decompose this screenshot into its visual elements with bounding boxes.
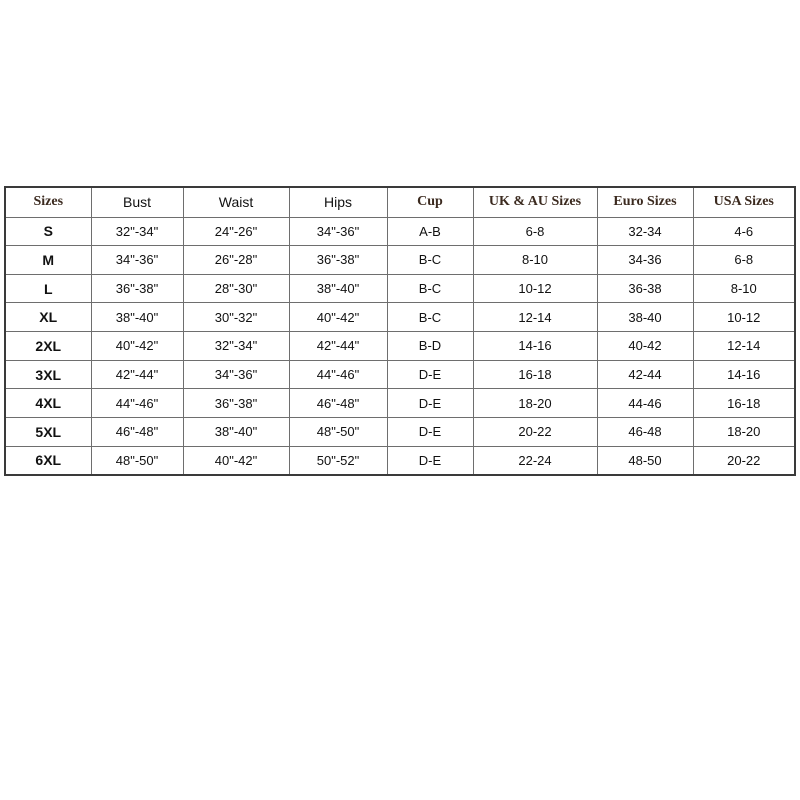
table-row <box>5 274 795 303</box>
cell-size: 3XL <box>5 360 91 389</box>
cell-waist: 40"-42" <box>183 446 289 475</box>
table-body <box>5 217 795 475</box>
cell-euro: 42-44 <box>597 360 693 389</box>
size-chart-table <box>4 186 796 476</box>
header-row <box>5 187 795 217</box>
cell-hips: 36"-38" <box>289 246 387 275</box>
cell-uk-au: 8-10 <box>473 246 597 275</box>
cell-cup: D-E <box>387 389 473 418</box>
cell-usa: 20-22 <box>693 446 795 475</box>
cell-cup: B-C <box>387 303 473 332</box>
cell-cup: B-C <box>387 246 473 275</box>
table-row <box>5 418 795 447</box>
cell-waist: 32"-34" <box>183 332 289 361</box>
table-row <box>5 389 795 418</box>
cell-euro: 48-50 <box>597 446 693 475</box>
cell-usa: 16-18 <box>693 389 795 418</box>
cell-uk-au: 10-12 <box>473 274 597 303</box>
table-header <box>5 187 795 217</box>
cell-cup: B-C <box>387 274 473 303</box>
cell-usa: 4-6 <box>693 217 795 246</box>
header-usa-sizes: USA Sizes <box>693 187 795 217</box>
cell-usa: 10-12 <box>693 303 795 332</box>
cell-waist: 28"-30" <box>183 274 289 303</box>
cell-usa: 18-20 <box>693 418 795 447</box>
cell-size: S <box>5 217 91 246</box>
cell-uk-au: 16-18 <box>473 360 597 389</box>
cell-bust: 44"-46" <box>91 389 183 418</box>
cell-waist: 26"-28" <box>183 246 289 275</box>
cell-usa: 14-16 <box>693 360 795 389</box>
cell-uk-au: 22-24 <box>473 446 597 475</box>
cell-uk-au: 14-16 <box>473 332 597 361</box>
table-row <box>5 446 795 475</box>
cell-waist: 36"-38" <box>183 389 289 418</box>
cell-euro: 32-34 <box>597 217 693 246</box>
cell-cup: A-B <box>387 217 473 246</box>
cell-cup: D-E <box>387 446 473 475</box>
cell-uk-au: 12-14 <box>473 303 597 332</box>
cell-hips: 38"-40" <box>289 274 387 303</box>
cell-euro: 36-38 <box>597 274 693 303</box>
cell-euro: 40-42 <box>597 332 693 361</box>
cell-cup: D-E <box>387 360 473 389</box>
cell-cup: B-D <box>387 332 473 361</box>
cell-bust: 42"-44" <box>91 360 183 389</box>
cell-size: 6XL <box>5 446 91 475</box>
cell-usa: 12-14 <box>693 332 795 361</box>
cell-bust: 32"-34" <box>91 217 183 246</box>
table-row <box>5 332 795 361</box>
cell-size: 5XL <box>5 418 91 447</box>
cell-hips: 48"-50" <box>289 418 387 447</box>
cell-uk-au: 20-22 <box>473 418 597 447</box>
header-waist: Waist <box>183 187 289 217</box>
cell-waist: 24"-26" <box>183 217 289 246</box>
cell-hips: 50"-52" <box>289 446 387 475</box>
table-row <box>5 246 795 275</box>
header-uk-au-sizes: UK & AU Sizes <box>473 187 597 217</box>
cell-size: L <box>5 274 91 303</box>
cell-euro: 46-48 <box>597 418 693 447</box>
cell-euro: 38-40 <box>597 303 693 332</box>
cell-uk-au: 6-8 <box>473 217 597 246</box>
cell-bust: 48"-50" <box>91 446 183 475</box>
cell-bust: 46"-48" <box>91 418 183 447</box>
header-hips: Hips <box>289 187 387 217</box>
cell-bust: 40"-42" <box>91 332 183 361</box>
cell-bust: 38"-40" <box>91 303 183 332</box>
cell-size: 2XL <box>5 332 91 361</box>
cell-bust: 34"-36" <box>91 246 183 275</box>
cell-waist: 34"-36" <box>183 360 289 389</box>
cell-size: M <box>5 246 91 275</box>
cell-hips: 34"-36" <box>289 217 387 246</box>
cell-bust: 36"-38" <box>91 274 183 303</box>
header-cup: Cup <box>387 187 473 217</box>
cell-usa: 6-8 <box>693 246 795 275</box>
cell-size: XL <box>5 303 91 332</box>
cell-hips: 46"-48" <box>289 389 387 418</box>
cell-waist: 30"-32" <box>183 303 289 332</box>
cell-hips: 44"-46" <box>289 360 387 389</box>
cell-waist: 38"-40" <box>183 418 289 447</box>
cell-usa: 8-10 <box>693 274 795 303</box>
header-bust: Bust <box>91 187 183 217</box>
cell-euro: 44-46 <box>597 389 693 418</box>
cell-cup: D-E <box>387 418 473 447</box>
cell-hips: 42"-44" <box>289 332 387 361</box>
cell-size: 4XL <box>5 389 91 418</box>
table-row <box>5 303 795 332</box>
header-euro-sizes: Euro Sizes <box>597 187 693 217</box>
header-sizes: Sizes <box>5 187 91 217</box>
cell-uk-au: 18-20 <box>473 389 597 418</box>
table-row <box>5 360 795 389</box>
cell-hips: 40"-42" <box>289 303 387 332</box>
cell-euro: 34-36 <box>597 246 693 275</box>
table-row <box>5 217 795 246</box>
